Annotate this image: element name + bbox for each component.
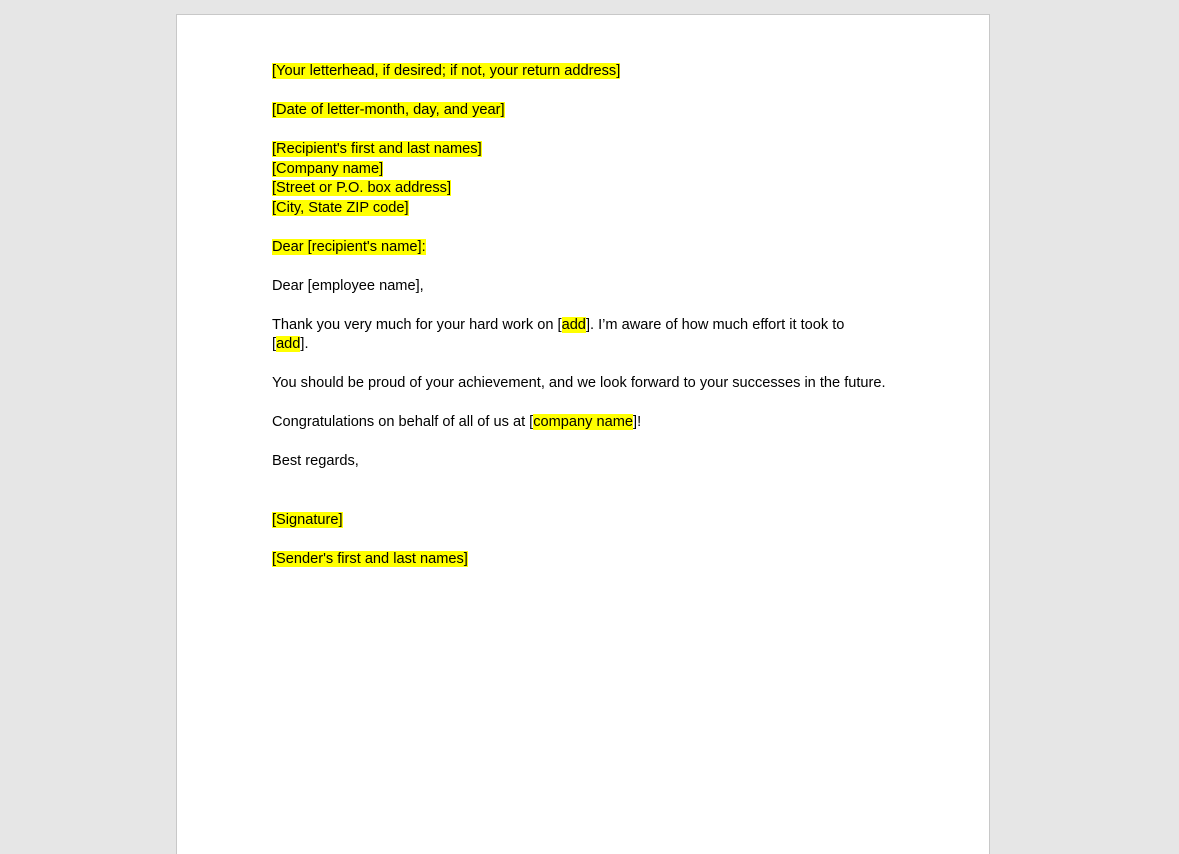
add-placeholder-2: add: [276, 336, 301, 352]
document-page[interactable]: [176, 14, 990, 854]
pride-text: You should be proud of your achievement, and we look forward to your successes in the future.: [272, 375, 886, 391]
recipient-address-block: [272, 140, 912, 218]
pride-paragraph: [272, 374, 912, 394]
sender-name-placeholder: [Sender's first and last names]: [272, 550, 468, 567]
city-state-zip-placeholder: [City, State ZIP code]: [272, 199, 409, 216]
congratulations-paragraph: [272, 413, 912, 433]
signature-placeholder: [Signature]: [272, 511, 343, 528]
thanks-text-1: Thank you very much for your hard work on [: [272, 316, 562, 333]
signature-paragraph: [272, 511, 912, 531]
salutation-placeholder: Dear [recipient's name]:: [272, 238, 426, 255]
company-name-highlight: company name: [533, 414, 634, 430]
closing-paragraph: [272, 452, 912, 472]
date-paragraph: [272, 101, 912, 121]
add-placeholder-1: add: [561, 316, 586, 333]
recipient-name-placeholder: [Recipient's first and last names]: [272, 141, 482, 157]
sender-paragraph: [272, 550, 912, 570]
congrats-text-1: Congratulations on behalf of all of us at [: [272, 414, 534, 430]
greeting-paragraph: [272, 277, 912, 297]
thanks-paragraph: [272, 316, 912, 355]
congrats-text-2: ]!: [633, 414, 642, 430]
closing-text: Best regards,: [272, 453, 359, 469]
salutation-paragraph: [272, 238, 912, 258]
letterhead-paragraph: [272, 62, 912, 82]
letterhead-placeholder: [Your letterhead, if desired; if not, your return address]: [272, 63, 621, 79]
company-name-placeholder: [Company name]: [272, 160, 384, 177]
thanks-text-3: [: [272, 336, 277, 352]
thanks-text-4: ].: [300, 336, 309, 352]
letter-body[interactable]: [272, 62, 912, 589]
thanks-text-2: ]. I’m aware of how much effort it took to: [585, 316, 845, 333]
street-address-placeholder: [Street or P.O. box address]: [272, 180, 452, 196]
date-placeholder: [Date of letter-month, day, and year]: [272, 102, 505, 118]
greeting-text: Dear [employee name],: [272, 277, 424, 294]
